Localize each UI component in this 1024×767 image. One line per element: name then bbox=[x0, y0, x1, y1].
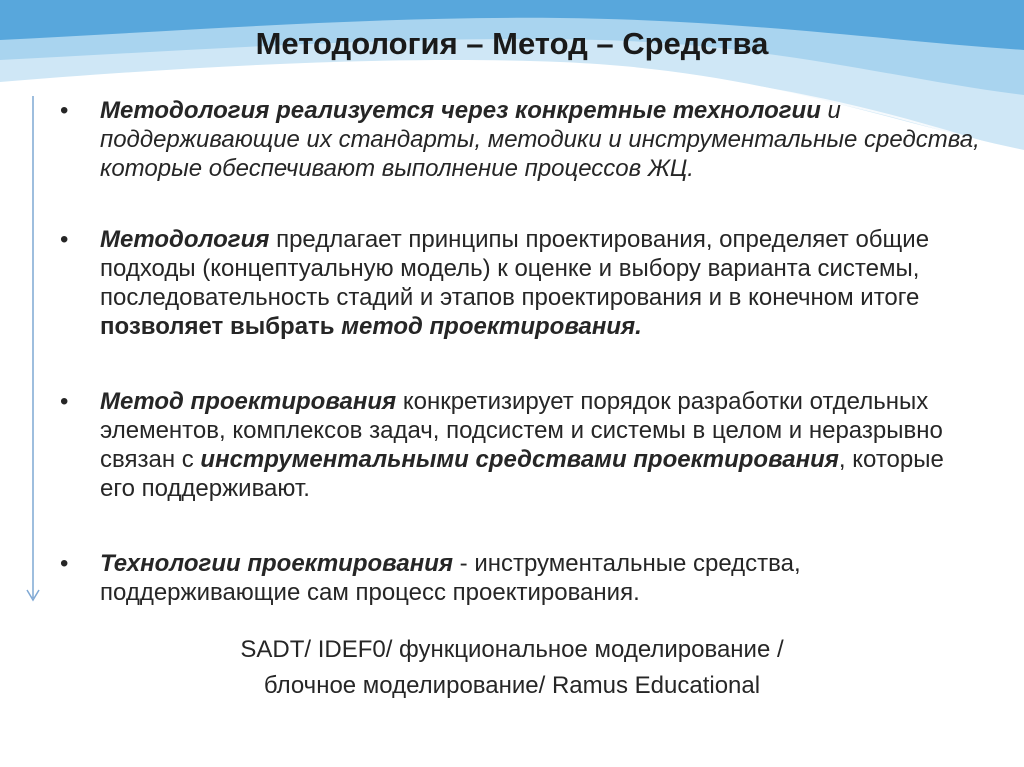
bullet-2-body: предлагает принципы проектирования, определяет общие подходы (концептуальную модель) к оценке и выбору варианта системы, последовательность стадий и этапов проектирования и в конечном итоге bbox=[100, 226, 930, 311]
bullet-2-emphasis-italic: метод проектирования. bbox=[341, 313, 642, 340]
tools-line-1: SADT/ IDEF0/ функциональное моделирование / bbox=[240, 636, 784, 663]
bullet-item-design-method bbox=[60, 387, 980, 503]
bullet-2-lead: Методология bbox=[100, 226, 270, 253]
bullet-item-methodology-principles bbox=[60, 225, 980, 341]
bullet-dot-icon: • bbox=[60, 388, 69, 415]
bullet-dot-icon: • bbox=[60, 550, 69, 577]
bullet-dot-icon: • bbox=[60, 226, 69, 253]
slide-title: Методология – Метод – Средства bbox=[255, 26, 769, 61]
bullet-item-methodology-technologies bbox=[60, 96, 980, 183]
bullet-1-rest: и поддерживающие их стандарты, методики и инструментальные средства, которые обеспечивают выполнение процессов ЖЦ. bbox=[100, 97, 980, 182]
bullet-3-tail: , которые его поддерживают. bbox=[100, 446, 944, 502]
bullet-item-design-technologies bbox=[60, 549, 980, 607]
bullet-2-emphasis: позволяет выбрать bbox=[100, 313, 342, 340]
bullet-4-lead: Технологии проектирования bbox=[100, 550, 453, 577]
bullet-3-emphasis: инструментальными средствами проектирования bbox=[200, 446, 839, 473]
bullet-1-lead: Методология реализуется через конкретные технологии bbox=[100, 97, 821, 124]
bullet-3-lead: Метод проектирования bbox=[100, 388, 397, 415]
tools-line-2: блочное моделирование/ Ramus Educational bbox=[263, 672, 761, 699]
bullet-3-body: конкретизирует порядок разработки отдельных элементов, комплексов задач, подсистем и системы в целом и неразрывно связан с bbox=[100, 388, 943, 473]
bullet-dot-icon: • bbox=[60, 97, 69, 124]
bullet-list bbox=[60, 96, 980, 607]
bullet-4-body: - инструментальные средства, поддерживающие сам процесс проектирования. bbox=[100, 550, 801, 606]
